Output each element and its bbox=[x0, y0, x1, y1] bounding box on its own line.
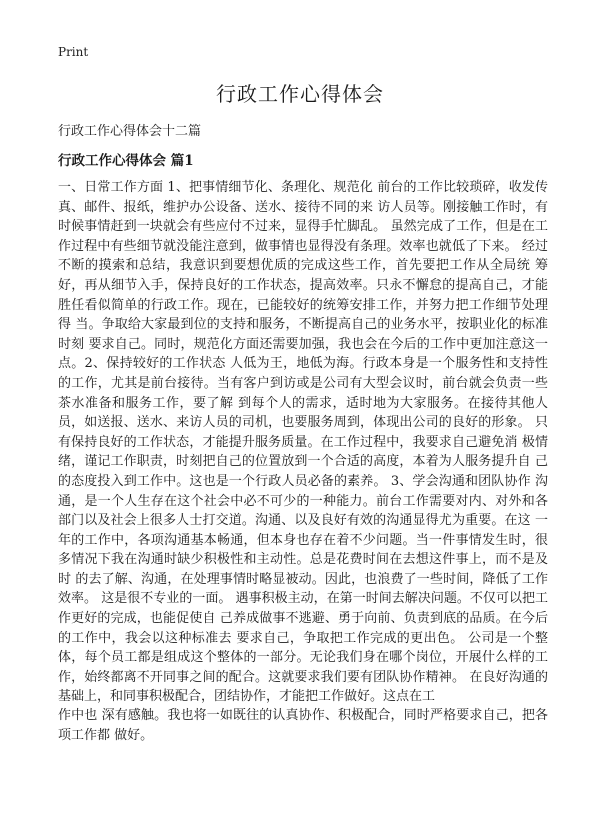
document-title: 行政工作心得体会 bbox=[216, 82, 384, 106]
body-paragraph-1: 一、日常工作方面 1、把事情细节化、条理化、规范化 前台的工作比较琐碎，收发传真、邮件、报纸，维护办公设备、送水、接待不同的来 访人员等。刚接触工作时，有时候事情赶到一块就会有些应付不过来，显得手忙脚乱。 虽然完成了工作，但是在工作过程中有些细节就没能注意到，做事情也显得没有条理。效率也就低了下来。 经过不断的摸索和总结，我意识到要想优质的完成这些工作，首先要把工作从全局统 筹好，再从细节入手，保持良好的工作状态，提高效率。只永不懈怠的提高自己，才能 胜任看似简单的行政工作。现在，已能较好的统筹安排工作，并努力把工作细节处理得 当。争取给大家最到位的支持和服务，不断提高自己的业务水平，按职业化的标准时刻 要求自己。同时，规范化方面还需要加强，我也会在今后的工作中更加注意这一点。2、保持较好的工作状态 人低为王，地低为海。行政本身是一个服务性和支持性的工作，尤其是前台接待。当有客户到访或是公司有大型会议时，前台就会负责一些茶水准备和服务工作，要了解 到每个人的需求，适时地为大家服务。在接待其他人员，如送报、送水、来访人员的司机，也要服务周到，体现出公司的良好的形象。 只有保持良好的工作状态，才能提升服务质量。在工作过程中，我要求自己避免消 极情绪，谨记工作职责，时刻把自己的位置放到一个合适的高度，本着为人服务提升自 己的态度投入到工作中。这也是一个行政人员必备的素养。 3、学会沟通和团队协作 沟通，是一个人生存在这个社会中必不可少的一种能力。前台工作需要对内、对外和各部门以及社会上很多人士打交道。沟通、以及良好有效的沟通显得尤为重要。在这 一年的工作中，各项沟通基本畅通，但本身也存在着不少问题。当一件事情发生时，很 多情况下我在沟通时缺少积极性和主动性。总是花费时间在去想这件事上，而不是及时 的去了解、沟通，在处理事情时略显被动。因此，也浪费了一些时间，降低了工作效率。 这是很不专业的一面。 遇事积极主动，在第一时间去解决问题。不仅可以把工作更好的完成，也能促使自 己养成做事不逃避、勇于向前、负责到底的品质。在今后的工作中，我会以这种标准去 要求自己，争取把工作完成的更出色。 公司是一个整体，每个员工都是组成这个整体的一部分。无论我们身在哪个岗位，开展什么样的工作，始终都离不开同事之间的配合。这就要求我们要有团队协作精神。 在良好沟通的基础上，和同事积极配合，团结协作，才能把工作做好。这点在工 bbox=[58, 180, 548, 705]
section-heading: 行政工作心得体会 篇1 bbox=[58, 153, 194, 169]
document-subtitle: 行政工作心得体会十二篇 bbox=[58, 124, 202, 139]
body-paragraph-2: 作中也 深有感触。我也将一如既往的认真协作、积极配合，同时严格要求自己，把各项工作都 做好。 bbox=[58, 708, 548, 743]
print-link[interactable]: Print bbox=[58, 45, 89, 59]
